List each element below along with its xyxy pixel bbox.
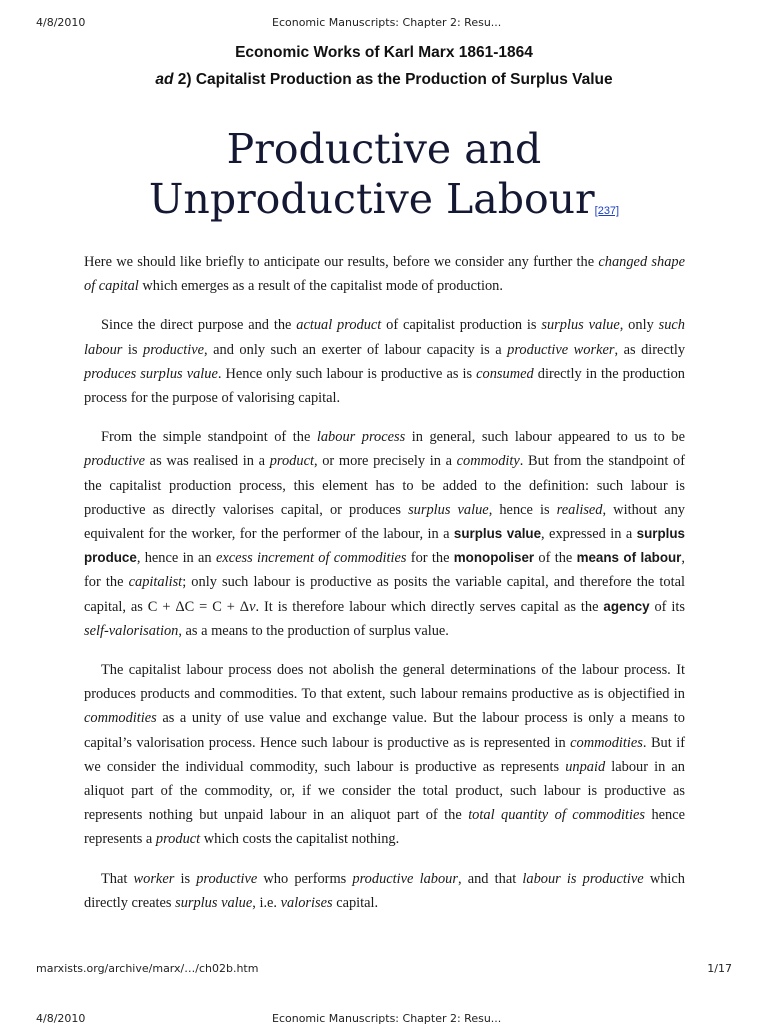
body-paragraph [84,867,685,915]
italic-text: productive [143,341,205,358]
italic-text: product [155,831,201,848]
italic-text: self-valorisation [84,622,179,639]
page-title-line2: Unproductive Labour [148,175,595,223]
text-run: labour in an aliquot part of the commodity, or, if we consider the total product, such labour is productive as represents nothing but unpaid labour in an aliquot part of the [84,758,685,824]
body-paragraph [84,250,685,298]
text-run: , and that [457,870,523,887]
text-run: as was realised in a [145,453,270,470]
italic-text: commodities [84,710,157,727]
footer-url: marxists.org/archive/marx/…/ch02b.htm [36,962,259,975]
next-page-header-title: Economic Manuscripts: Chapter 2: Resu... [272,1012,502,1025]
text-run: That [101,870,134,887]
text-run: , expressed in a [541,526,637,543]
italic-text: labour is productive [522,870,644,887]
browser-header-title: Economic Manuscripts: Chapter 2: Resu... [272,16,502,29]
italic-text: productive [84,453,146,470]
italic-text: productive [196,870,258,887]
text-run: of the [534,550,577,567]
text-run: , or more precisely in a [313,453,457,470]
text-run: who performs [257,870,353,887]
italic-text: total quantity of commodities [468,807,645,824]
footer-page-number: 1/17 [707,962,732,975]
text-run: which emerges as a result of the capitalist mode of production. [138,278,503,295]
text-run: is [122,341,144,358]
section-subtitle [0,71,768,89]
text-run: capital. [332,894,379,911]
bold-text: agency [603,598,650,614]
bold-text: monopoliser [453,550,535,566]
text-run: . But if we consider the individual commodity, such labour is productive as represents [84,734,685,775]
text-run: From the simple standpoint of the [101,429,317,446]
text-run: in general, such labour appeared to us to be [405,429,685,446]
bold-text: surplus value [453,526,542,542]
text-run: which directly creates [84,870,685,911]
italic-text: realised [556,501,603,518]
text-run: , i.e. [252,894,281,911]
italic-text: commodity [456,453,520,470]
italic-text: unpaid [565,758,606,775]
text-run: which costs the capitalist nothing. [200,831,400,848]
italic-text: v [249,598,256,615]
browser-header-date: 4/8/2010 [36,16,86,29]
bold-text: surplus produce [84,526,686,566]
text-run: The capitalist labour process does not abolish the general determinations of the labour process. It produces products and commodities. To that extent, such labour remains productive as is objectified in [84,662,685,703]
text-run: , for the [84,550,686,591]
text-run: , as directly [614,341,686,358]
article-body [84,250,685,930]
text-run: , without any equivalent for the worker, for the performer of the labour, in a [84,501,686,543]
italic-text: produces surplus value [84,365,218,382]
text-run: , and only such an exerter of labour capacity is a [204,341,508,358]
work-series-title: Economic Works of Karl Marx 1861-1864 [235,44,533,61]
bold-text: means of labour [576,550,682,566]
italic-text: commodities [570,734,643,751]
body-paragraph [84,658,685,852]
text-run: . But from the standpoint of the capitalist production process, this element has to be added to the definition: such labour is productive as directly valorises capital, or produces [84,453,685,518]
body-paragraph [84,425,685,643]
italic-text: surplus value [408,501,489,518]
italic-text: such labour [84,317,685,358]
text-run: , as a means to the production of surplus value. [178,622,449,639]
text-run: directly in the production process for the purpose of valorising capital. [84,365,685,407]
text-run: of its [649,598,685,615]
section-subtitle-rest: 2) Capitalist Production as the Production of Surplus Value [173,71,613,88]
italic-text: changed shape of capital [84,254,685,295]
text-run: is [174,870,197,887]
text-run: Since the direct purpose and the [101,317,297,334]
italic-text: worker [133,870,175,887]
text-run: , hence is [488,501,557,518]
italic-text: labour process [316,429,406,446]
italic-text: surplus value [541,317,620,334]
text-run: , only [619,317,659,334]
text-run: hence represents a [84,807,685,848]
text-run: ; only such labour is productive as posits the variable capital, and therefore the total capital, as C + ΔC = C + Δ [84,574,685,615]
italic-text: productive worker [507,341,615,358]
footnote-reference-link[interactable]: [237] [594,205,620,217]
text-run: . It is therefore labour which directly serves capital as the [255,598,604,615]
body-paragraph [84,313,685,410]
text-run: . Hence only such labour is productive as is [217,365,477,382]
italic-text: product [269,453,314,470]
next-page-header-date: 4/8/2010 [36,1012,86,1025]
page-title [0,124,768,224]
text-run: for the [406,550,454,567]
text-run: Here we should like briefly to anticipate our results, before we consider any further the [84,254,599,270]
italic-text: valorises [280,894,333,911]
page-title-line1: Productive and [226,125,542,173]
text-run: , hence in an [136,550,216,567]
section-subtitle-prefix: ad [155,71,174,88]
text-run: of capitalist production is [381,317,542,334]
italic-text: actual product [296,317,382,334]
italic-text: productive labour [352,870,458,887]
italic-text: capitalist [128,574,183,591]
text-run: as a unity of use value and exchange value. But the labour process is only a means to capital’s valorisation process. Hence such labour is productive as is represented in [84,710,685,751]
italic-text: excess increment of commodities [215,550,407,567]
italic-text: surplus value [175,894,253,911]
italic-text: consumed [476,365,534,382]
